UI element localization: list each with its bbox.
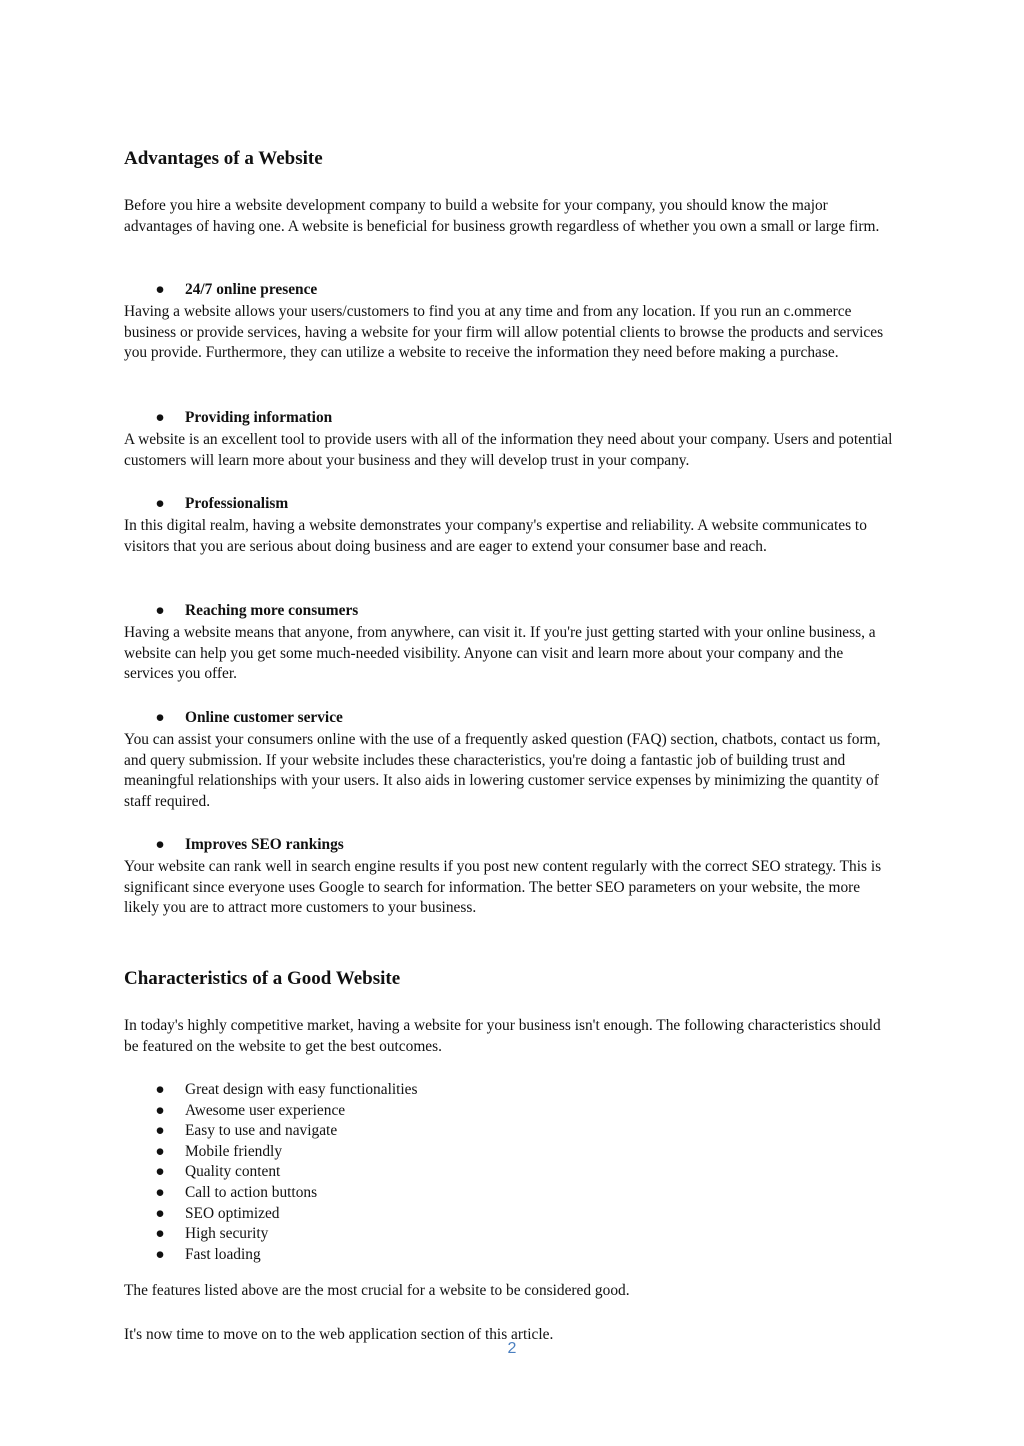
closing-paragraph-1: The features listed above are the most crucial for a website to be considered good.: [124, 1282, 630, 1299]
paragraph-reaching-consumers: Having a website means that anyone, from anywhere, can visit it. If you're just getting started with your online business, a website can help you get some much-needed visibility. Anyone can visit and learn more about your company and the services you offer.: [124, 624, 876, 683]
bullet-icon: ●: [155, 602, 165, 619]
bullet-icon: ●: [155, 1204, 165, 1222]
bullet-icon: ●: [155, 1081, 165, 1098]
bullet-icon: ●: [155, 1122, 165, 1140]
bullet-icon: ●: [155, 1225, 165, 1243]
section-title-advantages: Advantages of a Website: [124, 148, 323, 169]
advantages-intro: Before you hire a website development company to build a website for your company, you should know the major advantages of having one. A website is beneficial for business growth regardless of whether you own a small or large firm.: [124, 197, 880, 235]
bullet-icon: ●: [155, 409, 165, 426]
bullet-icon: ●: [155, 281, 165, 298]
characteristics-intro: In today's highly competitive market, having a website for your business isn't enough. The following characteristics should be featured on the website to get the best outcomes.: [124, 1017, 881, 1055]
closing-paragraph-2: It's now time to move on to the web application section of this article.: [124, 1326, 554, 1343]
bullet-icon: ●: [155, 495, 165, 512]
paragraph-professionalism: In this digital realm, having a website demonstrates your company's expertise and reliability. A website communicates to visitors that you are serious about doing business and are eager to extend your consumer base and reach.: [124, 517, 867, 555]
paragraph-customer-service: You can assist your consumers online with the use of a frequently asked question (FAQ) section, chatbots, contact us form, and query submission. If your website includes these characteristics, you're doing a fantastic job of building trust and meaningful relationships with your users. It also aids in lowering customer service expenses by minimizing the quantity of staff required.: [124, 731, 881, 811]
paragraph-providing-information: A website is an excellent tool to provide users with all of the information they need about your company. Users and potential customers will learn more about your business and they will develop trust in your company.: [124, 431, 893, 469]
bullet-icon: ●: [155, 1183, 165, 1201]
section-title-characteristics: Characteristics of a Good Website: [124, 968, 401, 989]
paragraph-online-presence: Having a website allows your users/customers to find you at any time and from any location. If you run an c.ommerce business or provide services, having a website for your firm will allow potential clients to browse the products and services you provide. Furthermore, they can utilize a website to receive the information they need before making a purchase.: [124, 303, 884, 362]
bullet-icon: ●: [155, 709, 165, 726]
paragraph-seo-rankings: Your website can rank well in search engine results if you post new content regularly with the correct SEO strategy. This is significant since everyone uses Google to search for information. The better SEO parameters on your website, the more likely you are to attract more customers to your business.: [124, 858, 882, 917]
bullet-icon: ●: [155, 1142, 165, 1160]
bullet-icon: ●: [155, 1245, 165, 1263]
bullet-icon: ●: [155, 1163, 165, 1181]
page-number: 2: [507, 1340, 517, 1357]
bullet-icon: ●: [155, 1101, 165, 1119]
bullet-icon: ●: [155, 836, 165, 853]
